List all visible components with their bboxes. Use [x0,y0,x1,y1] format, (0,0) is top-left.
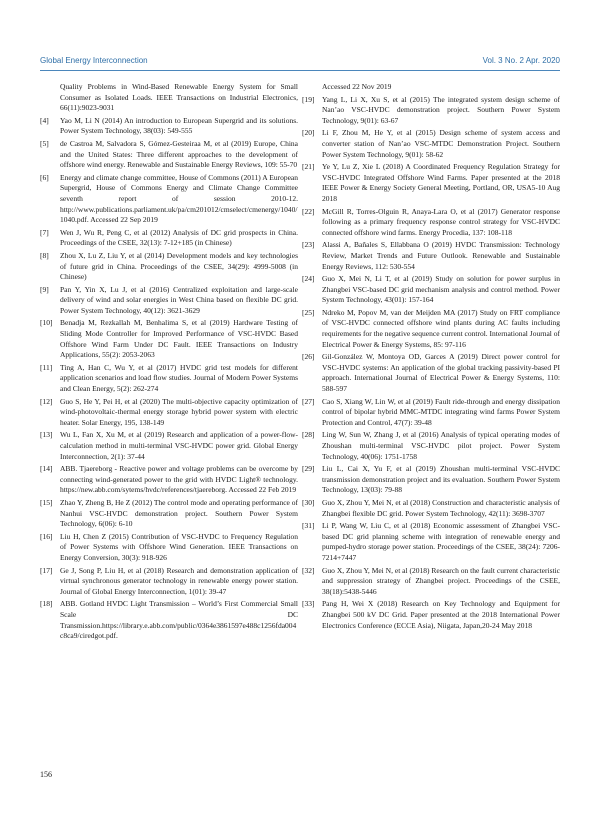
reference-text: Guo X, Mei N, Li T, et al (2019) Study on solution for power surplus in Zhangbei VSC-based DC grid mechanism analysis and control method. Power System Technology, 43(01): 157-164 [322,274,560,305]
reference-number: [16] [40,531,53,541]
reference-text: Li P, Wang W, Liu C, et al (2018) Economic assessment of Zhangbei VSC-based DC grid planning scheme with integration of renewable energy and pumped-hydro storage power station. Proceedings of the CSEE, 38(24): 7206-7214+7447 [322,521,560,562]
reference-text: Alassi A, Bañales S, Ellabbana O (2019) HVDC Transmission: Technology Review, Market Trends and Future Outlook. Renewable and Sustainable Energy Reviews, 112: 530-554 [322,240,560,271]
reference-text: Guo S, He Y, Pei H, et al (2020) The multi-objective capacity optimization of wind-photovoltaic-thermal energy storage hybrid power system with electric heater. Solar Energy, 195, 138-149 [60,396,298,427]
reference-item [302,521,560,563]
reference-item [40,566,298,598]
reference-number: [5] [40,138,49,148]
reference-number: [21] [302,162,315,172]
reference-item [40,430,298,462]
reference-item [40,251,298,283]
reference-item [40,228,298,249]
reference-number: [27] [302,396,315,406]
reference-number: [23] [302,240,315,250]
reference-text: McGill R, Torres-Olguin R, Anaya-Lara O, et al (2017) Generator response following as a primary frequency response control strategy for VSC-HVDC connected offshore wind farms. Energy Procedia, 137: 108-118 [322,206,560,237]
reference-number: [19] [302,94,315,104]
reference-number: [18] [40,599,53,609]
reference-item [302,162,560,204]
reference-text: ABB. Gotland HVDC Light Transmission – World’s First Commercial Small Scale DC Transmission.https://library.e.abb.com/public/0364e3861597e488c1256fda004c8ca9/ciredgot.pdf. [60,599,298,641]
reference-number: [10] [40,318,53,328]
reference-number: [7] [40,227,49,237]
reference-number: [32] [302,565,315,575]
reference-text: Wen J, Wu R, Peng C, et al (2012) Analysis of DC grid prospects in China. Proceedings of the CSEE, 32(13): 7-12+185 (in Chinese) [60,227,298,248]
reference-text: Cao S, Xiang W, Lin W, et al (2019) Fault ride-through and energy dissipation control of bipolar hybrid MMC-MTDC integrating wind farms Power System Protection and Control, 47(7): 39-48 [322,396,560,427]
reference-number: [29] [302,464,315,474]
reference-item [40,139,298,171]
reference-text: de Castroa M, Salvadora S, Gómez-Gesteiraa M, et al (2019) Europe, China and the United States: Three different approaches to the development of offshore wind energy. Renewable and Sustainable Energy Reviews, 109: 55-70 [60,138,298,170]
references-left-column [40,82,298,644]
reference-text: Gil-González W, Montoya OD, Garces A (2019) Direct power control for VSC-HVDC systems: An application of the global tracking passivity-based PI approach. International Journal of Electrical Power & Energy Systems, 110: 588-597 [322,352,560,394]
reference-item [302,430,560,462]
reference-text: Benadja M, Rezkallah M, Benhalima S, et al (2019) Hardware Testing of Sliding Mode Controller for Improved Performance of VSC-HVDC Based Offshore Wind Farm Under DC Fault. IEEE Transactions on Industry Applications, 55(2): 2053-2063 [60,318,298,360]
reference-text: Ting A, Han C, Wu Y, et al (2017) HVDC grid test models for different application scenarios and load flow studies. Journal of Modern Power Systems and Clean Energy, 5(2): 262-274 [60,362,298,394]
reference-list-right [302,95,560,632]
references-right-column [302,82,560,633]
reference-number: [26] [302,352,315,362]
reference-item [302,498,560,519]
reference-item [302,274,560,306]
reference-item [40,363,298,395]
reference-number: [6] [40,172,49,182]
reference-item [40,285,298,317]
reference-number: [11] [40,362,53,372]
reference-item [302,207,560,239]
reference-number: [30] [302,497,315,507]
reference-text: Wu L, Fan X, Xu M, et al (2019) Research and application of a power-flow-calculation method in multi-terminal VSC-HVDC power grid. Global Energy Interconnection, 2(1): 37-44 [60,430,298,461]
reference-text: Guo X, Zhou Y, Mei N, et al (2018) Research on the fault current characteristic and suppression strategy of Zhangbei project. Proceedings of the CSEE, 38(18):5438-5446 [322,565,560,596]
reference-item [302,397,560,429]
reference-continuation: Quality Problems in Wind-Based Renewable Energy System for Small Consumer as Isolated Loads. IEEE Transactions on Industrial Electronics, 66(11):9023-9031 [60,82,298,113]
reference-number: [4] [40,115,49,125]
reference-item [302,128,560,160]
reference-number: [24] [302,274,315,284]
reference-text: Zhao Y, Zheng B, He Z (2012) The control mode and operating performance of Nanhui VSC-HVDC demonstration project. Southern Power System Technology, 6(06): 6-10 [60,497,298,529]
reference-item [40,397,298,429]
reference-number: [14] [40,464,53,474]
reference-text: Ling W, Sun W, Zhang J, et al (2016) Analysis of typical operating modes of Zhoushan multi-terminal VSC-HVDC pilot project. Power System Technology, 40(06): 1751-1758 [322,430,560,461]
reference-number: [20] [302,128,315,138]
reference-text: Ye Y, Lu Z, Xie L (2018) A Coordinated Frequency Regulation Strategy for VSC-HVDC Integrated Offshore Wind Farms. Paper presented at the 2018 IEEE Power & Energy Society General Meeting, Portland, OR, USA5-10 Aug 2018 [322,162,560,203]
reference-text: Ndreko M, Popov M, van der Meijden MA (2017) Study on FRT compliance of VSC-HVDC connected offshore wind plants during AC faults including requirements for the negative sequence current control. International Journal of Electrical Power & Energy Systems, 85: 97-116 [322,307,560,349]
reference-text: Yao M, Li N (2014) An introduction to European Supergrid and its solutions. Power System Technology, 38(03): 549-555 [60,115,298,136]
reference-item [302,464,560,496]
reference-number: [28] [302,430,315,440]
reference-number: [31] [302,521,315,531]
reference-text: Guo X, Zhou Y, Mei N, et al (2018) Construction and characteristic analysis of Zhangbei flexible DC grid. Power System Technology, 42(11): 3698-3707 [322,497,560,518]
reference-text: Liu L, Cai X, Yu F, et al (2019) Zhoushan multi-terminal VSC-HVDC transmission demonstration project and its evaluation. Southern Power System Technology, 13(03): 79-88 [322,464,560,495]
reference-text: Yang L, Li X, Xu S, et al (2015) The integrated system design scheme of Nan’ao VSC-HVDC demonstration project. Southern Power System Technology, 9(01): 63-67 [322,94,560,125]
reference-item [40,173,298,226]
reference-list-left [40,116,298,642]
reference-item [40,318,298,360]
reference-number: [8] [40,250,49,260]
reference-text: Li F, Zhou M, He Y, et al (2015) Design scheme of system access and converter station of Nan’ao VSC-MTDC Demonstration Project. Southern Power System Technology, 9(01): 58-62 [322,128,560,159]
reference-number: [17] [40,565,53,575]
reference-number: [15] [40,497,53,507]
reference-item [302,352,560,394]
reference-item [40,464,298,496]
reference-number: [22] [302,206,315,216]
reference-number: [13] [40,430,53,440]
reference-number: [9] [40,284,49,294]
reference-item [302,566,560,598]
page-number: 156 [40,770,52,779]
reference-number: [25] [302,307,315,317]
reference-item [302,599,560,631]
reference-item [40,116,298,137]
reference-text: Zhou X, Lu Z, Liu Y, et al (2014) Development models and key technologies of future grid in China. Proceedings of the CSEE, 34(29): 4999-5008 (in Chinese) [60,250,298,282]
reference-item [40,498,298,530]
reference-item [302,240,560,272]
reference-continuation: Accessed 22 Nov 2019 [322,82,392,91]
reference-item [302,95,560,127]
reference-item [40,532,298,564]
reference-text: Pan Y, Yin X, Lu J, et al (2016) Centralized exploitation and large-scale delivery of wind and solar energies in West China based on flexible DC grid. Power System Technology, 40(12): 3621-3629 [60,284,298,315]
journal-name: Global Energy Interconnection [40,56,148,65]
reference-text: Energy and climate change committee, House of Commons (2011) A European Supergrid, House of Commons Energy and Climate Change Committee seventh report of session 2010-12. http://www.publications.parliament.uk/pa/cm201012/cmselect/cmenergy/1040/1040.pdf. Accessed 22 Sep 2019 [60,172,298,225]
header-rule [40,70,560,71]
reference-item [40,599,298,641]
issue-info: Vol. 3 No. 2 Apr. 2020 [482,56,560,65]
reference-item [302,308,560,350]
reference-text: Liu H, Chen Z (2015) Contribution of VSC-HVDC to Frequency Regulation of Power Systems with Offshore Wind Generation. IEEE Transactions on Energy Conversion, 30(3): 918-926 [60,531,298,562]
reference-text: ABB. Tjaereborg - Reactive power and voltage problems can be overcome by connecting wind-generated power to the grid with HVDC Light® technology. https://new.abb.com/sytems/hvdc/references/tjaereborg. Accessed 22 Feb 2019 [60,464,298,495]
reference-number: [33] [302,599,315,609]
reference-text: Pang H, Wei X (2018) Research on Key Technology and Equipment for Zhangbei 500 kV DC Grid. Paper presented at the 2018 International Power Electronics Conference (ECCE Asia), Niigata, Japan,20-24 May 2018 [322,599,560,630]
reference-number: [12] [40,396,53,406]
reference-text: Ge J, Song P, Liu H, et al (2018) Research and demonstration application of virtual synchronous generator technology in renewable energy power station. Journal of Global Energy Interconnection, 1(01): 39-47 [60,565,298,596]
